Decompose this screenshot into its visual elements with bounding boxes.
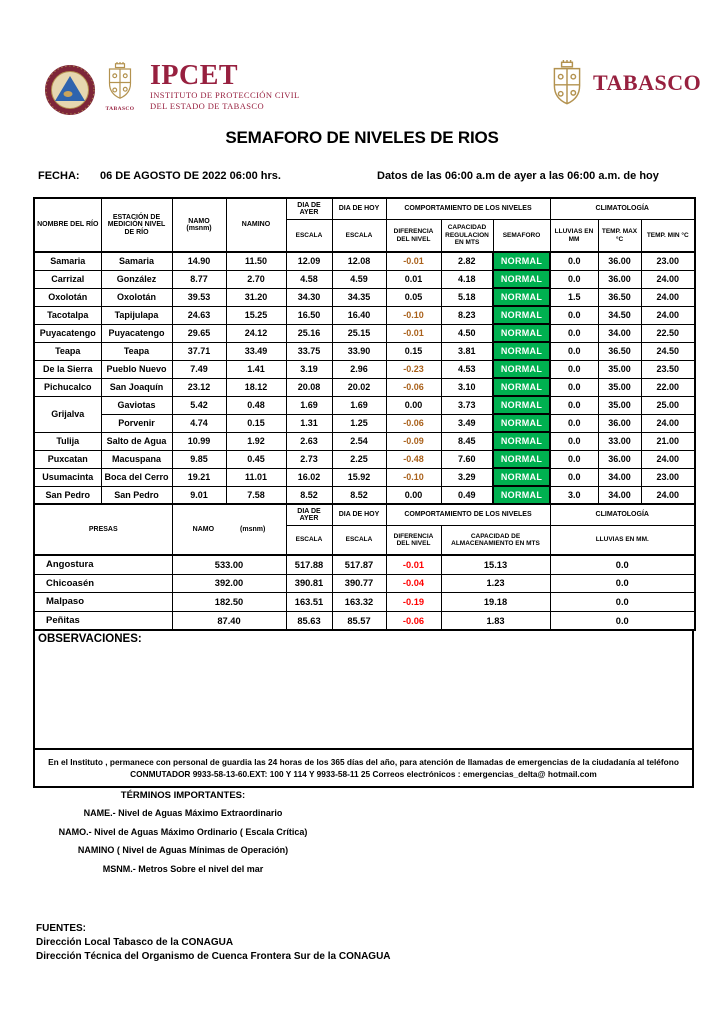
cell-capacidad: 2.82 [441, 252, 493, 270]
cell-temp-min: 22.50 [641, 324, 695, 342]
cell-presa-escala-hoy: 390.77 [332, 574, 386, 593]
cell-temp-max: 36.00 [598, 252, 641, 270]
cell-diferencia: -0.23 [386, 360, 441, 378]
cell-lluvias: 0.0 [550, 270, 598, 288]
cell-station: Oxolotán [101, 288, 172, 306]
escudo-tabasco-small [103, 62, 137, 112]
cell-presa-name: Malpaso [34, 593, 172, 612]
cell-semaforo: NORMAL [493, 360, 550, 378]
cell-presa-name: Angostura [34, 555, 172, 574]
cell-escala-hoy: 8.52 [332, 486, 386, 504]
header-nombre-rio: NOMBRE DEL RÍO [34, 198, 101, 252]
cell-temp-min: 24.00 [641, 414, 695, 432]
cell-diferencia: -0.01 [386, 324, 441, 342]
cell-namino: 24.12 [226, 324, 286, 342]
cell-temp-min: 24.00 [641, 288, 695, 306]
cell-namo: 19.21 [172, 468, 226, 486]
river-row [34, 378, 695, 396]
cell-presa-escala-hoy: 517.87 [332, 555, 386, 574]
header-presas: PRESAS [34, 504, 172, 555]
cell-river-name: Usumacinta [34, 468, 101, 486]
cell-escala-hoy: 1.69 [332, 396, 386, 414]
cell-namino: 18.12 [226, 378, 286, 396]
ipcet-subtitle-1: INSTITUTO DE PROTECCIÓN CIVIL [150, 90, 300, 100]
header-capacidad: CAPACIDAD REGULACION EN MTS [441, 220, 493, 253]
escudo-icon [105, 62, 135, 100]
cell-namino: 0.45 [226, 450, 286, 468]
cell-lluvias: 0.0 [550, 306, 598, 324]
rivers-table [33, 197, 696, 505]
header-escala-ayer: ESCALA [286, 220, 332, 253]
header-climatologia: CLIMATOLOGÍA [550, 198, 695, 220]
cell-temp-min: 24.00 [641, 486, 695, 504]
cell-escala-ayer: 8.52 [286, 486, 332, 504]
cell-temp-max: 34.50 [598, 306, 641, 324]
cell-namino: 33.49 [226, 342, 286, 360]
cell-namo: 29.65 [172, 324, 226, 342]
cell-station: Gaviotas [101, 396, 172, 414]
cell-presa-capacidad: 1.83 [441, 611, 550, 630]
escudo-tabasco-icon [549, 60, 585, 106]
cell-namo: 8.77 [172, 270, 226, 288]
header-presas-lluvias: LLUVIAS EN MM. [550, 526, 695, 556]
cell-station: Macuspana [101, 450, 172, 468]
cell-semaforo: NORMAL [493, 378, 550, 396]
cell-river-name: Oxolotán [34, 288, 101, 306]
cell-presa-namo: 182.50 [172, 593, 286, 612]
header-semaforo: SEMAFORO [493, 220, 550, 253]
cell-namo: 9.01 [172, 486, 226, 504]
observaciones-box [33, 629, 694, 750]
cell-namino: 11.50 [226, 252, 286, 270]
river-row [34, 414, 695, 432]
termino-namino: NAMINO ( Nivel de Aguas Mínimas de Operación) [77, 845, 289, 855]
cell-namino: 31.20 [226, 288, 286, 306]
cell-temp-min: 24.00 [641, 270, 695, 288]
cell-station: Samaria [101, 252, 172, 270]
cell-temp-min: 23.50 [641, 360, 695, 378]
cell-river-name: Samaria [34, 252, 101, 270]
header-diferencia: DIFERENCIA DEL NIVEL [386, 220, 441, 253]
river-row [34, 324, 695, 342]
instituto-note-line2: CONMUTADOR 9933-58-13-60.EXT: 100 Y 114 Y 9933-58-11 25 Correos electrónicos : emergencias_delta@ hotmail.com [130, 769, 597, 780]
terminos-title: TÉRMINOS IMPORTANTES: [120, 790, 246, 801]
cell-diferencia: 0.05 [386, 288, 441, 306]
cell-escala-hoy: 2.25 [332, 450, 386, 468]
header-lluvias: LLUVIAS EN MM [550, 220, 598, 253]
cell-lluvias: 0.0 [550, 450, 598, 468]
header-presas-namo: NAMO (msnm) [172, 504, 286, 555]
cell-diferencia: -0.06 [386, 414, 441, 432]
cell-capacidad: 4.50 [441, 324, 493, 342]
cell-escala-ayer: 2.73 [286, 450, 332, 468]
cell-namino: 15.25 [226, 306, 286, 324]
cell-escala-hoy: 12.08 [332, 252, 386, 270]
cell-namo: 10.99 [172, 432, 226, 450]
cell-diferencia: -0.10 [386, 306, 441, 324]
cell-temp-max: 35.00 [598, 378, 641, 396]
header-temp-max: TEMP. MAX °C [598, 220, 641, 253]
escudo-caption: TABASCO [105, 106, 135, 112]
cell-escala-ayer: 4.58 [286, 270, 332, 288]
cell-presa-diferencia: -0.04 [386, 574, 441, 593]
header-presas-dia-ayer: DIA DE AYER [286, 504, 332, 526]
cell-river-name: Grijalva [34, 396, 101, 432]
cell-river-name: Puyacatengo [34, 324, 101, 342]
cell-semaforo: NORMAL [493, 396, 550, 414]
cell-temp-max: 36.50 [598, 342, 641, 360]
cell-capacidad: 0.49 [441, 486, 493, 504]
cell-lluvias: 0.0 [550, 396, 598, 414]
fuentes [36, 922, 391, 964]
tabasco-logo [549, 60, 701, 106]
cell-namo: 23.12 [172, 378, 226, 396]
rivers-tbody [34, 252, 695, 504]
page-title: SEMAFORO DE NIVELES DE RIOS [225, 128, 499, 147]
cell-temp-min: 22.00 [641, 378, 695, 396]
cell-temp-min: 24.00 [641, 450, 695, 468]
cell-lluvias: 0.0 [550, 360, 598, 378]
river-row [34, 270, 695, 288]
header-temp-min: TEMP. MIN °C [641, 220, 695, 253]
cell-station: San Joaquín [101, 378, 172, 396]
cell-lluvias: 0.0 [550, 432, 598, 450]
cell-station: Pueblo Nuevo [101, 360, 172, 378]
cell-escala-ayer: 25.16 [286, 324, 332, 342]
cell-river-name: Teapa [34, 342, 101, 360]
cell-escala-ayer: 1.69 [286, 396, 332, 414]
cell-diferencia: 0.00 [386, 486, 441, 504]
cell-temp-min: 23.00 [641, 468, 695, 486]
cell-river-name: De la Sierra [34, 360, 101, 378]
cell-capacidad: 4.53 [441, 360, 493, 378]
header-presas-climatologia: CLIMATOLOGÍA [550, 504, 695, 526]
cell-lluvias: 0.0 [550, 468, 598, 486]
river-row [34, 306, 695, 324]
cell-temp-max: 34.00 [598, 468, 641, 486]
cell-presa-escala-hoy: 85.57 [332, 611, 386, 630]
cell-temp-max: 36.00 [598, 450, 641, 468]
cell-diferencia: 0.00 [386, 396, 441, 414]
cell-presa-escala-ayer: 517.88 [286, 555, 332, 574]
cell-lluvias: 0.0 [550, 378, 598, 396]
header-namo: NAMO (msnm) [172, 198, 226, 252]
cell-capacidad: 3.73 [441, 396, 493, 414]
cell-namo: 37.71 [172, 342, 226, 360]
cell-semaforo: NORMAL [493, 306, 550, 324]
cell-temp-max: 36.00 [598, 270, 641, 288]
header-dia-hoy: DIA DE HOY [332, 198, 386, 220]
ipcet-subtitle-2: DEL ESTADO DE TABASCO [150, 100, 264, 111]
cell-lluvias: 3.0 [550, 486, 598, 504]
cell-presa-lluvias: 0.0 [550, 593, 695, 612]
river-row [34, 396, 695, 414]
header-presas-comportamiento: COMPORTAMIENTO DE LOS NIVELES [386, 504, 550, 526]
header-presas-capacidad: CAPACIDAD DE ALMACENAMIENTO EN MTS [441, 526, 550, 556]
proteccion-civil-logo [44, 64, 96, 116]
cell-escala-ayer: 12.09 [286, 252, 332, 270]
cell-escala-ayer: 33.75 [286, 342, 332, 360]
cell-diferencia: -0.48 [386, 450, 441, 468]
cell-escala-hoy: 16.40 [332, 306, 386, 324]
header-namino: NAMINO [226, 198, 286, 252]
presa-row [34, 574, 695, 593]
cell-presa-diferencia: -0.06 [386, 611, 441, 630]
river-row [34, 342, 695, 360]
termino-name: NAME.- Nivel de Aguas Máximo Extraordinario [83, 808, 283, 818]
datos-note: Datos de las 06:00 a.m de ayer a las 06:00 a.m. de hoy [377, 170, 659, 182]
cell-escala-ayer: 16.50 [286, 306, 332, 324]
river-row [34, 288, 695, 306]
termino-namo: NAMO.- Nivel de Aguas Máximo Ordinario ( Escala Crítica) [58, 826, 308, 837]
cell-presa-capacidad: 15.13 [441, 555, 550, 574]
river-row [34, 360, 695, 378]
cell-river-name: Puxcatan [34, 450, 101, 468]
cell-river-name: Tacotalpa [34, 306, 101, 324]
cell-presa-namo: 87.40 [172, 611, 286, 630]
cell-temp-min: 21.00 [641, 432, 695, 450]
fuentes-title: FUENTES: [36, 923, 86, 934]
cell-presa-escala-ayer: 85.63 [286, 611, 332, 630]
cell-diferencia: -0.09 [386, 432, 441, 450]
cell-diferencia: 0.01 [386, 270, 441, 288]
cell-namo: 5.42 [172, 396, 226, 414]
cell-presa-name: Peñitas [34, 611, 172, 630]
cell-presa-capacidad: 19.18 [441, 593, 550, 612]
cell-temp-max: 35.00 [598, 360, 641, 378]
cell-river-name: Pichucalco [34, 378, 101, 396]
fecha-label: FECHA: [38, 170, 80, 182]
cell-capacidad: 3.81 [441, 342, 493, 360]
instituto-note-box [33, 748, 694, 788]
header-presas-diferencia: DIFERENCIA DEL NIVEL [386, 526, 441, 556]
river-row [34, 486, 695, 504]
presa-row [34, 555, 695, 574]
presa-row [34, 593, 695, 612]
header-estacion: ESTACIÓN DE MEDICIÓN NIVEL DE RÍO [101, 198, 172, 252]
cell-presa-lluvias: 0.0 [550, 574, 695, 593]
observaciones-label: OBSERVACIONES: [38, 633, 142, 646]
cell-escala-ayer: 3.19 [286, 360, 332, 378]
cell-lluvias: 0.0 [550, 414, 598, 432]
cell-presa-escala-ayer: 163.51 [286, 593, 332, 612]
river-row [34, 432, 695, 450]
cell-namino: 0.15 [226, 414, 286, 432]
cell-namo: 14.90 [172, 252, 226, 270]
cell-escala-hoy: 15.92 [332, 468, 386, 486]
cell-escala-ayer: 20.08 [286, 378, 332, 396]
cell-temp-max: 36.00 [598, 414, 641, 432]
cell-escala-hoy: 2.54 [332, 432, 386, 450]
cell-diferencia: -0.01 [386, 252, 441, 270]
cell-presa-lluvias: 0.0 [550, 555, 695, 574]
cell-escala-hoy: 25.15 [332, 324, 386, 342]
cell-temp-max: 36.50 [598, 288, 641, 306]
cell-temp-min: 25.00 [641, 396, 695, 414]
cell-presa-diferencia: -0.01 [386, 555, 441, 574]
cell-capacidad: 5.18 [441, 288, 493, 306]
header-escala-hoy: ESCALA [332, 220, 386, 253]
cell-capacidad: 7.60 [441, 450, 493, 468]
river-row [34, 252, 695, 270]
cell-temp-max: 34.00 [598, 324, 641, 342]
cell-temp-max: 35.00 [598, 396, 641, 414]
cell-capacidad: 4.18 [441, 270, 493, 288]
cell-escala-hoy: 20.02 [332, 378, 386, 396]
ipcet-wordmark [150, 62, 300, 111]
cell-diferencia: -0.10 [386, 468, 441, 486]
cell-semaforo: NORMAL [493, 342, 550, 360]
cell-escala-hoy: 1.25 [332, 414, 386, 432]
cell-river-name: Carrizal [34, 270, 101, 288]
river-row [34, 468, 695, 486]
cell-namino: 1.92 [226, 432, 286, 450]
ipcet-title: IPCET [150, 60, 239, 91]
cell-escala-ayer: 34.30 [286, 288, 332, 306]
cell-lluvias: 1.5 [550, 288, 598, 306]
cell-temp-min: 23.00 [641, 252, 695, 270]
cell-semaforo: NORMAL [493, 324, 550, 342]
presas-tbody [34, 555, 695, 630]
cell-presa-lluvias: 0.0 [550, 611, 695, 630]
cell-station: González [101, 270, 172, 288]
cell-escala-hoy: 2.96 [332, 360, 386, 378]
tabasco-label: TABASCO [593, 70, 702, 95]
cell-station: Puyacatengo [101, 324, 172, 342]
header-presas-dia-hoy: DIA DE HOY [332, 504, 386, 526]
cell-namo: 39.53 [172, 288, 226, 306]
fuente-2: Dirección Técnica del Organismo de Cuenca Frontera Sur de la CONAGUA [36, 951, 391, 962]
cell-escala-ayer: 1.31 [286, 414, 332, 432]
cell-namo: 9.85 [172, 450, 226, 468]
cell-diferencia: 0.15 [386, 342, 441, 360]
instituto-note-line1: En el Instituto , permanece con personal de guardia las 24 horas de los 365 días del año, para atención de llamadas de emergencias de la ciudadanía al teléfono [48, 756, 679, 767]
cell-namino: 11.01 [226, 468, 286, 486]
cell-escala-hoy: 34.35 [332, 288, 386, 306]
cell-namino: 1.41 [226, 360, 286, 378]
terminos-importantes [33, 790, 333, 882]
cell-station: San Pedro [101, 486, 172, 504]
doc-body [33, 197, 694, 788]
cell-semaforo: NORMAL [493, 288, 550, 306]
cell-lluvias: 0.0 [550, 342, 598, 360]
cell-station: Salto de Agua [101, 432, 172, 450]
cell-namino: 7.58 [226, 486, 286, 504]
header-dia-ayer: DIA DE AYER [286, 198, 332, 220]
proteccion-civil-icon [44, 64, 96, 116]
cell-station: Teapa [101, 342, 172, 360]
cell-capacidad: 8.45 [441, 432, 493, 450]
cell-capacidad: 8.23 [441, 306, 493, 324]
presas-table [33, 503, 696, 631]
fuente-1: Dirección Local Tabasco de la CONAGUA [36, 937, 234, 948]
cell-semaforo: NORMAL [493, 414, 550, 432]
cell-capacidad: 3.29 [441, 468, 493, 486]
cell-presa-name: Chicoasén [34, 574, 172, 593]
cell-namo: 7.49 [172, 360, 226, 378]
cell-namo: 4.74 [172, 414, 226, 432]
cell-temp-max: 33.00 [598, 432, 641, 450]
cell-river-name: Tulija [34, 432, 101, 450]
cell-escala-ayer: 16.02 [286, 468, 332, 486]
cell-presa-escala-hoy: 163.32 [332, 593, 386, 612]
cell-semaforo: NORMAL [493, 252, 550, 270]
cell-temp-max: 34.00 [598, 486, 641, 504]
cell-presa-namo: 392.00 [172, 574, 286, 593]
cell-semaforo: NORMAL [493, 468, 550, 486]
termino-msnm: MSNM.- Metros Sobre el nivel del mar [102, 863, 264, 874]
cell-presa-escala-ayer: 390.81 [286, 574, 332, 593]
presa-row [34, 611, 695, 630]
cell-presa-namo: 533.00 [172, 555, 286, 574]
cell-lluvias: 0.0 [550, 324, 598, 342]
cell-escala-hoy: 33.90 [332, 342, 386, 360]
cell-capacidad: 3.49 [441, 414, 493, 432]
cell-presa-capacidad: 1.23 [441, 574, 550, 593]
cell-semaforo: NORMAL [493, 270, 550, 288]
cell-river-name: San Pedro [34, 486, 101, 504]
cell-station: Boca del Cerro [101, 468, 172, 486]
cell-station: Porvenir [101, 414, 172, 432]
header-presas-escala-hoy: ESCALA [332, 526, 386, 556]
header-presas-escala-ayer: ESCALA [286, 526, 332, 556]
cell-temp-min: 24.00 [641, 306, 695, 324]
cell-namo: 24.63 [172, 306, 226, 324]
cell-capacidad: 3.10 [441, 378, 493, 396]
river-row [34, 450, 695, 468]
cell-temp-min: 24.50 [641, 342, 695, 360]
fecha-value: 06 DE AGOSTO DE 2022 06:00 hrs. [100, 170, 281, 182]
cell-presa-diferencia: -0.19 [386, 593, 441, 612]
cell-semaforo: NORMAL [493, 432, 550, 450]
cell-diferencia: -0.06 [386, 378, 441, 396]
header-comportamiento: COMPORTAMIENTO DE LOS NIVELES [386, 198, 550, 220]
cell-station: Tapijulapa [101, 306, 172, 324]
cell-semaforo: NORMAL [493, 486, 550, 504]
cell-escala-hoy: 4.59 [332, 270, 386, 288]
cell-lluvias: 0.0 [550, 252, 598, 270]
cell-namino: 0.48 [226, 396, 286, 414]
cell-namino: 2.70 [226, 270, 286, 288]
cell-escala-ayer: 2.63 [286, 432, 332, 450]
cell-semaforo: NORMAL [493, 450, 550, 468]
